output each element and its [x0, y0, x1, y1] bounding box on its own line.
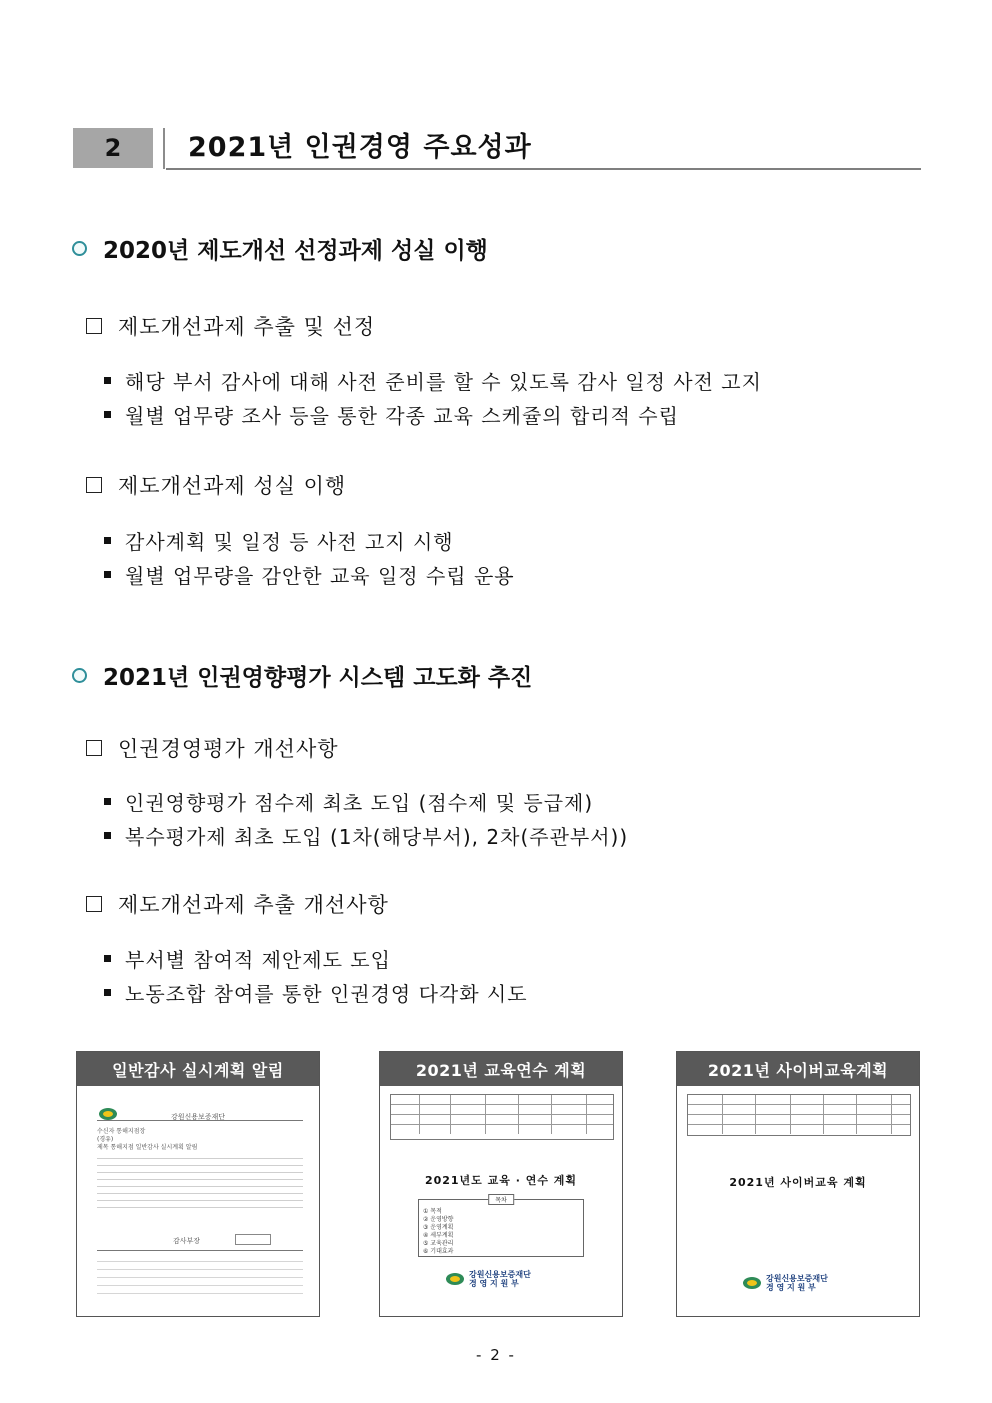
page-number: - 2 - [476, 1346, 516, 1364]
approval-table [687, 1094, 911, 1136]
toc-item: ③ 운영계획 [423, 1224, 454, 1231]
list-item-text: 해당 부서 감사에 대해 사전 준비를 할 수 있도록 감사 일정 사전 고지 [125, 370, 762, 394]
subheading [86, 470, 346, 500]
toc-item: ⑤ 교육관리 [423, 1240, 454, 1247]
circle-bullet-icon [72, 668, 87, 683]
org-logo [446, 1270, 531, 1288]
square-bullet-icon [104, 571, 111, 578]
foundation-logo-icon [743, 1277, 761, 1289]
square-bullet-icon [104, 989, 111, 996]
toc-label: 목차 [488, 1194, 514, 1205]
square-box-icon [86, 740, 102, 756]
doc-signer: 감사부장 [173, 1237, 201, 1245]
doc-footer-lines [97, 1256, 303, 1296]
subheading-text: 제도개선과제 성실 이행 [118, 474, 347, 498]
heading-2021 [72, 659, 532, 692]
toc-item: ④ 세부계획 [423, 1232, 454, 1239]
thumbnail-cyber-training-plan [676, 1051, 920, 1317]
section-number: 2 [73, 128, 153, 168]
foundation-logo-icon [446, 1273, 464, 1285]
heading-text: 2020년 제도개선 선정과제 성실 이행 [103, 238, 488, 264]
subheading-text: 인권경영평가 개선사항 [118, 737, 339, 761]
square-bullet-icon [104, 377, 111, 384]
subheading [86, 733, 339, 763]
thumbnail-caption: 2021년 교육연수 계획 [380, 1052, 622, 1086]
list-item-text: 복수평가제 최초 도입 (1차(해당부서), 2차(주관부서)) [125, 825, 629, 849]
list-item [104, 978, 528, 1007]
square-bullet-icon [104, 798, 111, 805]
subheading-text: 제도개선과제 추출 및 선정 [118, 315, 376, 339]
doc-line: 제목 통해지점 일반감사 실시계획 알림 [97, 1144, 198, 1151]
circle-bullet-icon [72, 241, 87, 256]
square-bullet-icon [104, 832, 111, 839]
list-item [104, 821, 628, 850]
org-logo [743, 1274, 828, 1292]
toc-item: ② 운영방향 [423, 1216, 454, 1223]
list-item-text: 월별 업무량을 감안한 교육 일정 수립 운용 [125, 564, 515, 588]
doc-title: 2021년 사이버교육 계획 [729, 1176, 867, 1189]
heading-text: 2021년 인권영향평가 시스템 고도화 추진 [103, 665, 533, 691]
doc-title: 2021년도 교육 · 연수 계획 [424, 1174, 578, 1187]
square-bullet-icon [104, 537, 111, 544]
thumbnail-caption: 일반감사 실시계획 알림 [77, 1052, 319, 1086]
logo-org-name: 강원신용보증재단 [766, 1274, 828, 1283]
list-item-text: 감사계획 및 일정 등 사전 고지 시행 [125, 530, 454, 554]
logo-dept-name: 경 영 지 원 부 [766, 1283, 816, 1292]
list-item-text: 노동조합 참여를 통한 인권경영 다각화 시도 [125, 982, 528, 1006]
section-title: 2021년 인권경영 주요성과 [188, 132, 532, 163]
subheading [86, 889, 389, 919]
square-box-icon [86, 896, 102, 912]
square-bullet-icon [104, 411, 111, 418]
square-bullet-icon [104, 955, 111, 962]
doc-body-lines [97, 1154, 303, 1214]
list-item [104, 787, 593, 816]
subheading-text: 제도개선과제 추출 개선사항 [118, 893, 389, 917]
approval-table [390, 1094, 614, 1140]
logo-dept-name: 경 영 지 원 부 [469, 1279, 519, 1288]
seal-box [235, 1234, 271, 1245]
doc-rule [97, 1250, 303, 1251]
toc-item: ⑥ 기대효과 [423, 1248, 454, 1255]
square-box-icon [86, 318, 102, 334]
list-item-text: 부서별 참여적 제안제도 도입 [125, 948, 391, 972]
list-item [104, 560, 515, 589]
square-box-icon [86, 477, 102, 493]
toc-box [418, 1199, 584, 1257]
heading-2020 [72, 232, 488, 265]
subheading [86, 311, 375, 341]
doc-line: (경유) [97, 1136, 114, 1143]
thumbnail-training-plan [379, 1051, 623, 1317]
doc-line: 수신자 통해지점장 [97, 1128, 146, 1135]
list-item [104, 526, 454, 555]
list-item [104, 400, 679, 429]
list-item [104, 944, 391, 973]
org-name: 강원신용보증재단 [170, 1113, 226, 1121]
thumbnail-caption: 2021년 사이버교육계획 [677, 1052, 919, 1086]
list-item-text: 인권영향평가 점수제 최초 도입 (점수제 및 등급제) [125, 791, 594, 815]
list-item [104, 366, 762, 395]
toc-item: ① 목적 [423, 1208, 442, 1215]
doc-rule [97, 1120, 303, 1121]
section-divider [163, 128, 165, 169]
list-item-text: 월별 업무량 조사 등을 통한 각종 교육 스케쥴의 합리적 수립 [125, 404, 679, 428]
toc-list [419, 1200, 583, 1256]
logo-org-name: 강원신용보증재단 [469, 1270, 531, 1279]
section-underline [166, 168, 921, 170]
thumbnail-audit-notice [76, 1051, 320, 1317]
